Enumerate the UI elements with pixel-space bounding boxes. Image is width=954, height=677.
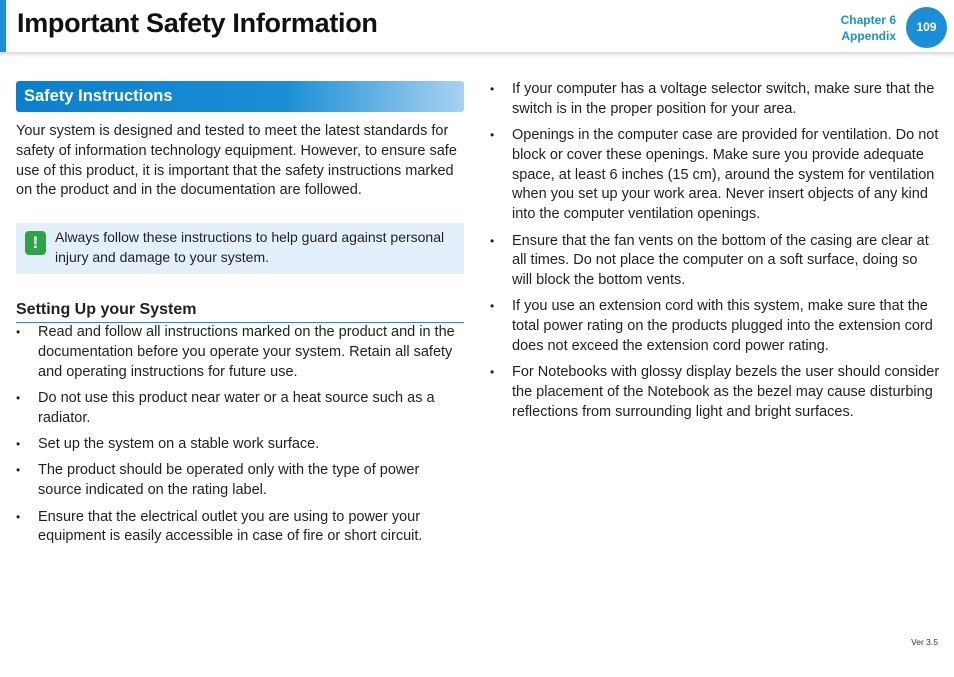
list-item: • Do not use this product near water or a heat source such as a radiator. — [16, 390, 435, 426]
list-item: • The product should be operated only with the type of power source indicated on the rating label. — [16, 462, 420, 499]
list-item: • For Notebooks with glossy display bezels the user should consider the placement of the Notebook as the bezel may cause disturbing reflections from surrounding light and bright surfaces. — [490, 364, 940, 420]
intro-paragraph: Your system is designed and tested to meet the latest standards for safety of information technology equipment. However, to ensure safe use of this product, it is important that the safety instructions marked on the product and in the documentation are followed. — [16, 123, 457, 199]
version-label: Ver 3.5 — [911, 637, 938, 647]
page-title: Important Safety Information — [17, 8, 378, 38]
bullet-icon: • — [16, 391, 21, 406]
title-divider — [0, 52, 954, 57]
bullet-icon: • — [16, 437, 21, 452]
list-item: • Openings in the computer case are provided for ventilation. Do not block or cover these openings. Make sure you provide adequate space, at least 6 inches (15 cm), around the system for ventilation when you set up your work area. Never insert objects of any kind into the computer ventilation openings. — [490, 127, 939, 223]
subheading-setting-up: Setting Up your System — [16, 301, 464, 323]
list-item: • Ensure that the fan vents on the bottom of the casing are clear at all times. Do not place the computer on a soft surface, doing so will block the bottom vents. — [490, 232, 929, 289]
chapter-section: Appendix — [841, 29, 896, 43]
bullet-icon: • — [490, 233, 495, 248]
note-text: Always follow these instructions to help guard against personal injury and damage to your system. — [55, 229, 445, 265]
bullet-icon: • — [490, 82, 495, 96]
bullet-icon: • — [490, 299, 495, 314]
bullet-icon: • — [490, 128, 495, 143]
bullet-icon: • — [490, 365, 495, 380]
safety-bullet-list — [490, 80, 940, 423]
bullet-icon: • — [16, 463, 21, 478]
section-title: Safety Instructions — [16, 81, 464, 112]
note-box — [16, 223, 464, 274]
bullet-icon: • — [16, 325, 21, 340]
list-item: • Read and follow all instructions marked on the product and in the documentation before you operate your system. Retain all safety and operating instructions for future use. — [16, 324, 455, 380]
list-item: • If your computer has a voltage selector switch, make sure that the switch is in the proper position for your area. — [490, 81, 935, 117]
exclamation-icon: ! — [25, 231, 46, 255]
list-item: • Ensure that the electrical outlet you are using to power your equipment is easily accessible in case of fire or short circuit. — [16, 508, 423, 545]
list-item: • Set up the system on a stable work surface. — [16, 435, 464, 455]
setup-bullet-list — [16, 323, 464, 547]
title-accent-bar — [0, 0, 6, 52]
bullet-icon: • — [16, 509, 21, 524]
list-item: • If you use an extension cord with this system, make sure that the total power rating on the products plugged into the extension cord does not exceed the extension cord power rating. — [490, 298, 933, 355]
left-column — [16, 81, 464, 554]
right-column — [490, 80, 940, 429]
chapter-number: Chapter 6 — [840, 13, 896, 27]
chapter-label — [841, 12, 896, 44]
page-number-badge: 109 — [906, 7, 947, 48]
